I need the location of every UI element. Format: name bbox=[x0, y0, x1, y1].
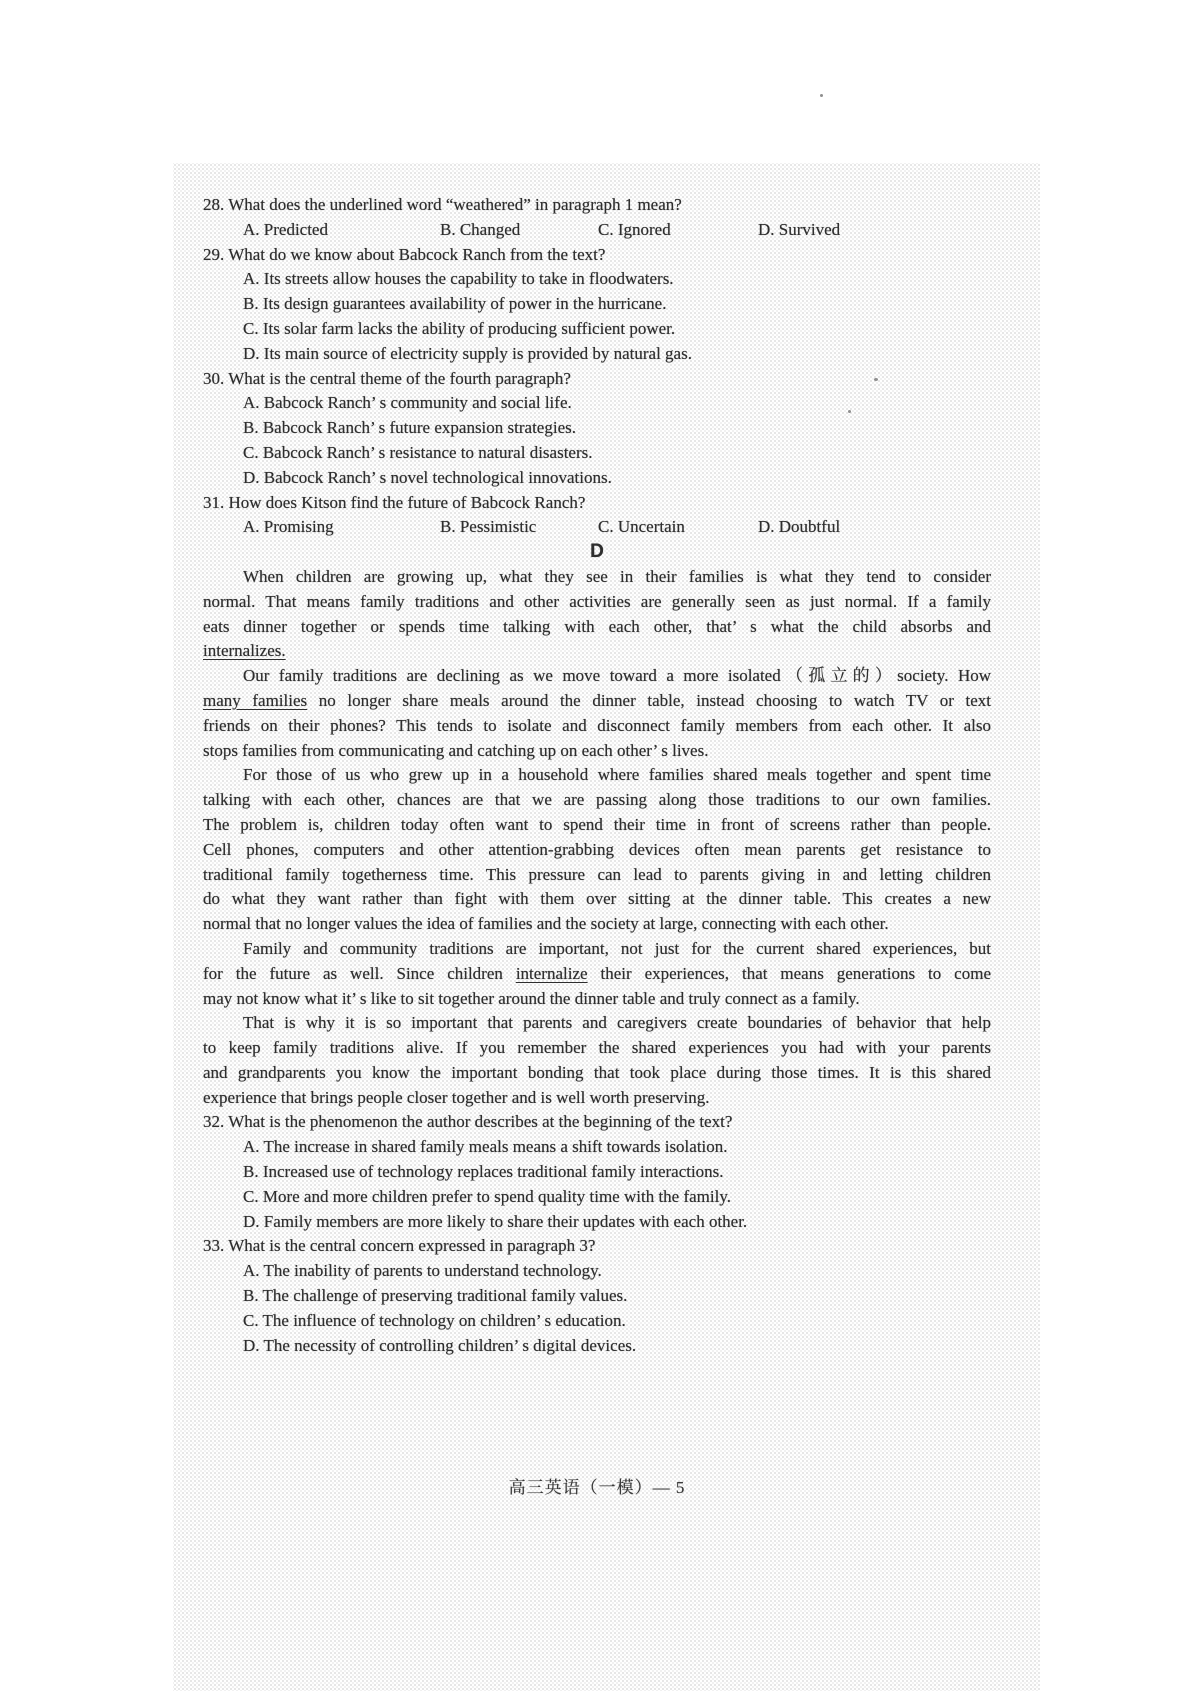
questions-32-33 bbox=[203, 1110, 991, 1358]
passage-line bbox=[203, 689, 991, 714]
passage-paragraph bbox=[203, 763, 991, 937]
question-stem: 28. What does the underlined word “weathered” in paragraph 1 mean? bbox=[203, 195, 682, 214]
scan-speck bbox=[874, 378, 878, 381]
text-run: talking with each other, chances are that we are passing along those traditions to our own families. bbox=[203, 790, 991, 810]
option: A. The inability of parents to understand technology. bbox=[243, 1261, 602, 1281]
question-number: 30. bbox=[203, 368, 225, 388]
option: B. Babcock Ranch’ s future expansion strategies. bbox=[243, 418, 576, 438]
option: C. The influence of technology on children’ s education. bbox=[243, 1310, 626, 1330]
passage-line bbox=[203, 1036, 991, 1061]
text-run: experience that brings people closer together and is well worth preserving. bbox=[203, 1087, 710, 1107]
option: C. Ignored bbox=[598, 219, 671, 239]
passage-line bbox=[203, 739, 991, 764]
option: C. Uncertain bbox=[598, 517, 685, 537]
question bbox=[203, 1110, 991, 1234]
option: A. Its streets allow houses the capability to take in floodwaters. bbox=[243, 269, 674, 289]
question-number: 33. bbox=[203, 1236, 225, 1256]
passage-line bbox=[203, 664, 991, 689]
passage-line bbox=[203, 987, 991, 1012]
passage-line bbox=[203, 887, 991, 912]
passage-paragraph bbox=[203, 664, 991, 763]
option: A. The increase in shared family meals means a shift towards isolation. bbox=[243, 1137, 728, 1157]
question-stem: 33. What is the central concern expressed in paragraph 3? bbox=[203, 1236, 596, 1256]
question-stem: 29. What do we know about Babcock Ranch from the text? bbox=[203, 244, 606, 264]
option: D. Family members are more likely to share their updates with each other. bbox=[243, 1211, 748, 1231]
option: D. Doubtful bbox=[758, 517, 841, 537]
question bbox=[203, 491, 991, 541]
passage-line bbox=[203, 912, 991, 937]
passage-line bbox=[203, 590, 991, 615]
question-stem: 30. What is the central theme of the fourth paragraph? bbox=[203, 368, 571, 388]
page-footer bbox=[203, 1476, 991, 1501]
question-stem: 31. How does Kitson find the future of Babcock Ranch? bbox=[203, 492, 586, 512]
text-run: for the future as well. Since children bbox=[203, 963, 516, 983]
passage-paragraph bbox=[203, 937, 991, 1011]
option: B. The challenge of preserving traditional family values. bbox=[243, 1286, 628, 1306]
option: C. More and more children prefer to spend quality time with the family. bbox=[243, 1186, 731, 1206]
passage-line bbox=[203, 565, 991, 590]
passage-paragraph bbox=[203, 1011, 991, 1110]
question bbox=[203, 367, 991, 491]
option: D. Survived bbox=[758, 219, 841, 239]
question bbox=[203, 193, 991, 243]
passage-line bbox=[203, 763, 991, 788]
passage-line bbox=[203, 1011, 991, 1036]
footer-text: 高三英语（一模）— 5 bbox=[508, 1478, 686, 1498]
text-run: For those of us who grew up in a household where families shared meals together and spent time bbox=[243, 765, 991, 785]
passage-line bbox=[203, 937, 991, 962]
exam-page bbox=[173, 163, 1040, 1691]
underlined-word: many families bbox=[203, 690, 308, 710]
text-run: Our family traditions are declining as we move toward a more isolated（孤立的）society. How bbox=[243, 666, 991, 686]
question bbox=[203, 1234, 991, 1358]
options-row bbox=[203, 218, 991, 243]
scan-speck bbox=[848, 410, 851, 413]
text-run: Cell phones, computers and other attention-grabbing devices often mean parents get resistance to bbox=[203, 839, 991, 859]
passage-line bbox=[203, 962, 991, 987]
question-number: 29. bbox=[203, 244, 225, 264]
question-number: 28. bbox=[203, 195, 225, 214]
option: C. Babcock Ranch’ s resistance to natural disasters. bbox=[243, 442, 593, 462]
option: A. Predicted bbox=[243, 219, 328, 239]
question-stem: 32. What is the phenomenon the author describes at the beginning of the text? bbox=[203, 1112, 733, 1132]
text-run: Family and community traditions are important, not just for the current shared experiences, but bbox=[243, 938, 991, 958]
option: D. Babcock Ranch’ s novel technological innovations. bbox=[243, 467, 612, 487]
text-run: That is why it is so important that parents and caregivers create boundaries of behavior that help bbox=[243, 1013, 991, 1033]
passage-line bbox=[203, 714, 991, 739]
option: D. The necessity of controlling children’ s digital devices. bbox=[243, 1335, 637, 1355]
passage-line bbox=[203, 863, 991, 888]
option: B. Changed bbox=[440, 219, 521, 239]
passage-line bbox=[203, 788, 991, 813]
option: B. Its design guarantees availability of power in the hurricane. bbox=[243, 294, 667, 314]
passage-line bbox=[203, 615, 991, 640]
option: D. Its main source of electricity supply is provided by natural gas. bbox=[243, 343, 692, 363]
text-run: friends on their phones? This tends to isolate and disconnect family members from each other. It also bbox=[203, 715, 991, 735]
questions-28-31 bbox=[203, 193, 991, 540]
text-run: normal. That means family traditions and other activities are generally seen as just normal. If a family bbox=[203, 591, 991, 611]
option: A. Promising bbox=[243, 517, 334, 537]
text-run: do what they want rather than fight with them over sitting at the dinner table. This creates a new bbox=[203, 889, 991, 909]
text-run: no longer share meals around the dinner table, instead choosing to watch TV or text bbox=[307, 690, 991, 710]
option: C. Its solar farm lacks the ability of producing sufficient power. bbox=[243, 318, 676, 338]
option: A. Babcock Ranch’ s community and social life. bbox=[243, 393, 572, 413]
passage-line bbox=[203, 1086, 991, 1111]
passage-line bbox=[203, 639, 991, 664]
text-run: their experiences, that means generations to come bbox=[587, 963, 991, 983]
text-run: may not know what it’ s like to sit together around the dinner table and truly connect as a family. bbox=[203, 988, 860, 1008]
text-run: stops families from communicating and catching up on each other’ s lives. bbox=[203, 740, 709, 760]
passage-paragraph bbox=[203, 565, 991, 664]
text-run: The problem is, children today often want to spend their time in front of screens rather than people. bbox=[203, 814, 991, 834]
text-run: normal that no longer values the idea of families and the society at large, connecting with each other. bbox=[203, 914, 889, 934]
text-run: and grandparents you know the important bonding that took place during those times. It is this shared bbox=[203, 1062, 991, 1082]
passage-line bbox=[203, 838, 991, 863]
option: B. Pessimistic bbox=[440, 517, 537, 537]
question-number: 32. bbox=[203, 1112, 225, 1132]
question-number: 31. bbox=[203, 492, 225, 512]
option: B. Increased use of technology replaces traditional family interactions. bbox=[243, 1162, 724, 1182]
underlined-word: internalize bbox=[515, 963, 588, 983]
scan-speck bbox=[820, 94, 823, 97]
text-run: traditional family togetherness time. This pressure can lead to parents giving in and letting children bbox=[203, 864, 991, 884]
text-run: eats dinner together or spends time talking with each other, that’ s what the child absorbs and bbox=[203, 616, 991, 636]
text-run: When children are growing up, what they see in their families is what they tend to consider bbox=[243, 566, 991, 586]
options-row bbox=[203, 515, 991, 540]
underlined-word: internalizes. bbox=[203, 641, 286, 661]
reading-passage bbox=[203, 565, 991, 1111]
passage-section-label: D bbox=[590, 541, 604, 563]
text-run: to keep family traditions alive. If you remember the shared experiences you had with your parents bbox=[203, 1038, 991, 1058]
passage-line bbox=[203, 813, 991, 838]
question bbox=[203, 243, 991, 367]
passage-line bbox=[203, 1061, 991, 1086]
